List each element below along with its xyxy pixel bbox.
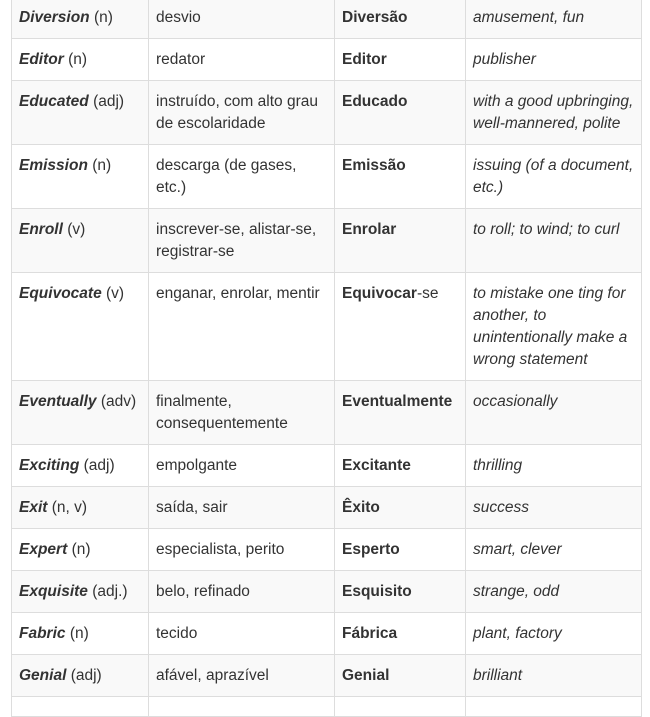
false-friend-word: Esperto (342, 541, 400, 558)
english-word: Editor (19, 51, 64, 68)
part-of-speech: (n) (92, 157, 112, 174)
table-body (12, 0, 642, 717)
table-row (12, 39, 642, 81)
meaning-cell: smart, clever (466, 529, 642, 571)
false-friend-word: Êxito (342, 499, 380, 516)
false-friend-word: Eventualmente (342, 393, 453, 410)
meaning-cell: occasionally (466, 381, 642, 445)
translation-cell: tecido (149, 613, 335, 655)
part-of-speech: (v) (106, 285, 125, 302)
english-word-cell (12, 273, 149, 381)
translation-cell: saída, sair (149, 487, 335, 529)
part-of-speech: (n) (71, 541, 91, 558)
english-word-cell (12, 487, 149, 529)
false-friend-cell (335, 571, 466, 613)
translation-cell: finalmente, consequentemente (149, 381, 335, 445)
translation-cell: desvio (149, 0, 335, 39)
table-row (12, 273, 642, 381)
table-row (12, 571, 642, 613)
english-word-cell (12, 529, 149, 571)
false-friend-cell (335, 209, 466, 273)
false-friend-word: Genial (342, 667, 390, 684)
table-row (12, 655, 642, 697)
english-word-cell (12, 209, 149, 273)
false-friend-word: Emissão (342, 157, 406, 174)
false-friend-word: Equivocar (342, 285, 417, 302)
translation-cell: especialista, perito (149, 529, 335, 571)
false-friend-cell (335, 381, 466, 445)
meaning-cell: to mistake one ting for another, to unintentionally make a wrong statement (466, 273, 642, 381)
false-friend-cell (335, 655, 466, 697)
false-friend-cell (335, 613, 466, 655)
english-word-cell (12, 39, 149, 81)
part-of-speech: (adj.) (92, 583, 128, 600)
english-word-cell (12, 445, 149, 487)
english-word: Exquisite (19, 583, 88, 600)
part-of-speech: (n) (93, 9, 113, 26)
table-row (12, 613, 642, 655)
part-of-speech: (adj) (70, 667, 102, 684)
translation-cell: empolgante (149, 445, 335, 487)
english-word: Equivocate (19, 285, 102, 302)
meaning-cell: thrilling (466, 445, 642, 487)
meaning-cell: success (466, 487, 642, 529)
part-of-speech: (adj) (83, 457, 115, 474)
table-row (12, 445, 642, 487)
english-word: Educated (19, 93, 89, 110)
english-word: Genial (19, 667, 67, 684)
meaning-cell: with a good upbringing, well-mannered, polite (466, 81, 642, 145)
english-word-cell (12, 381, 149, 445)
false-friend-cell (335, 81, 466, 145)
table-row (12, 0, 642, 39)
english-word: Enroll (19, 221, 63, 238)
false-friend-cell (335, 487, 466, 529)
english-word: Eventually (19, 393, 97, 410)
meaning-cell: amusement, fun (466, 0, 642, 39)
table-row (12, 529, 642, 571)
false-friends-table (11, 0, 642, 717)
english-word: Emission (19, 157, 88, 174)
translation-cell: afável, aprazível (149, 655, 335, 697)
false-friend-cell (335, 39, 466, 81)
translation-cell: inscrever-se, alistar-se, registrar-se (149, 209, 335, 273)
false-friend-word: Educado (342, 93, 408, 110)
part-of-speech: (adj) (93, 93, 125, 110)
translation-cell: redator (149, 39, 335, 81)
meaning-cell: issuing (of a document, etc.) (466, 145, 642, 209)
english-word: Expert (19, 541, 68, 558)
translation-cell: descarga (de gases, etc.) (149, 145, 335, 209)
translation-cell: belo, refinado (149, 571, 335, 613)
false-friend-suffix: -se (416, 285, 439, 302)
false-friend-word: Enrolar (342, 221, 397, 238)
table-row-partial (12, 697, 642, 717)
part-of-speech: (n) (68, 51, 88, 68)
false-friend-cell (335, 145, 466, 209)
part-of-speech: (v) (67, 221, 86, 238)
english-word: Fabric (19, 625, 66, 642)
translation-cell: enganar, enrolar, mentir (149, 273, 335, 381)
false-friend-word: Editor (342, 51, 387, 68)
false-friend-word: Fábrica (342, 625, 398, 642)
false-friend-word: Esquisito (342, 583, 412, 600)
english-word-cell (12, 145, 149, 209)
false-friend-word: Excitante (342, 457, 411, 474)
meaning-cell: plant, factory (466, 613, 642, 655)
part-of-speech: (n) (69, 625, 89, 642)
table-row (12, 381, 642, 445)
false-friend-cell (335, 445, 466, 487)
false-friend-cell (335, 273, 466, 381)
part-of-speech: (n, v) (51, 499, 88, 516)
table-row (12, 487, 642, 529)
part-of-speech: (adv) (100, 393, 137, 410)
english-word: Diversion (19, 9, 90, 26)
english-word-cell (12, 81, 149, 145)
false-friend-word: Diversão (342, 9, 408, 26)
meaning-cell: to roll; to wind; to curl (466, 209, 642, 273)
false-friend-cell (335, 0, 466, 39)
english-word-cell (12, 655, 149, 697)
english-word-cell (12, 0, 149, 39)
english-word: Exciting (19, 457, 80, 474)
english-word-cell (12, 571, 149, 613)
table-row (12, 81, 642, 145)
false-friend-cell (335, 529, 466, 571)
meaning-cell: publisher (466, 39, 642, 81)
table-row (12, 145, 642, 209)
translation-cell: instruído, com alto grau de escolaridade (149, 81, 335, 145)
english-word: Exit (19, 499, 48, 516)
table-row (12, 209, 642, 273)
meaning-cell: brilliant (466, 655, 642, 697)
english-word-cell (12, 613, 149, 655)
meaning-cell: strange, odd (466, 571, 642, 613)
